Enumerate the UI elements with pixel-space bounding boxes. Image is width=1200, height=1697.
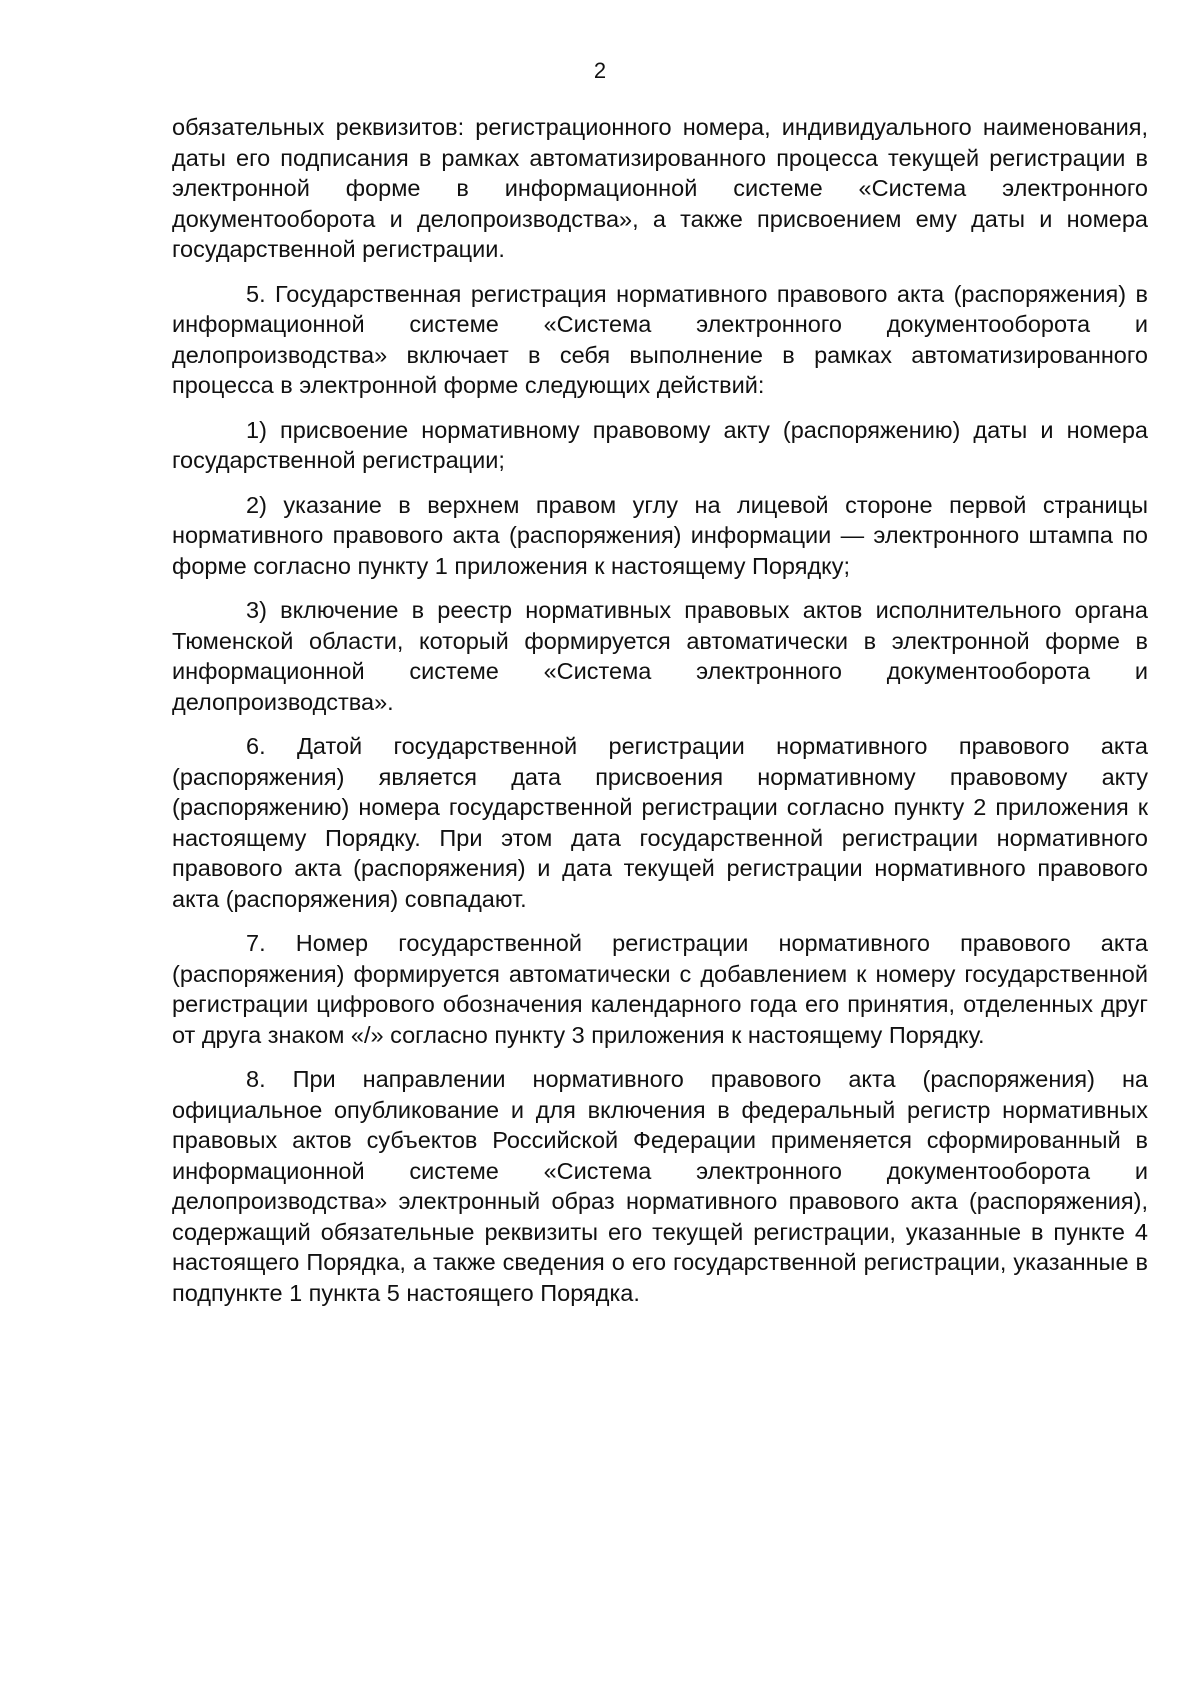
paragraph-item-5: 5. Государственная регистрация нормативного правового акта (распоряжения) в информационной системе «Система электронного документооборота и делопроизводства» включает в себя выполнение в рамках автоматизированного процесса в электронной форме следующих действий:: [172, 280, 1148, 398]
document-body: [172, 112, 1148, 1322]
subparagraph-5-3: 3) включение в реестр нормативных правовых актов исполнительного органа Тюменской области, который формируется автоматически в электронной форме в информационной системе «Система электронного документооборота и делопроизводства».: [172, 597, 1148, 715]
paragraph-item-6: 6. Датой государственной регистрации нормативного правового акта (распоряжения) является дата присвоения нормативному правовому акту (распоряжению) номера государственной регистрации согласно пункту 2 приложения к настоящему Порядку. При этом дата государственной регистрации нормативного правового акта (распоряжения) и дата текущей регистрации нормативного правового акта (распоряжения) совпадают.: [172, 733, 1148, 912]
page-number: 2: [593, 58, 607, 83]
subparagraph-5-1: 1) присвоение нормативному правовому акту (распоряжению) даты и номера государственной регистрации;: [172, 416, 1148, 473]
paragraph-item-7: 7. Номер государственной регистрации нормативного правового акта (распоряжения) формируется автоматически с добавлением к номеру государственной регистрации цифрового обозначения календарного года его принятия, отделенных друг от друга знаком «/» согласно пункту 3 приложения к настоящему Порядку.: [172, 930, 1148, 1048]
paragraph-continuation: обязательных реквизитов: регистрационного номера, индивидуального наименования, даты его подписания в рамках автоматизированного процесса текущей регистрации в электронной форме в информационной системе «Система электронного документооборота и делопроизводства», а также присвоением ему даты и номера государственной регистрации.: [172, 114, 1148, 262]
subparagraph-5-2: 2) указание в верхнем правом углу на лицевой стороне первой страницы нормативного правового акта (распоряжения) информации — электронного штампа по форме согласно пункту 1 приложения к настоящему Порядку;: [172, 491, 1148, 579]
paragraph-item-8: 8. При направлении нормативного правового акта (распоряжения) на официальное опубликование и для включения в федеральный регистр нормативных правовых актов субъектов Российской Федерации применяется сформированный в информационной системе «Система электронного документооборота и делопроизводства» электронный образ нормативного правового акта (распоряжения), содержащий обязательные реквизиты его текущей регистрации, указанные в пункте 4 настоящего Порядка, а также сведения о его государственной регистрации, указанные в подпункте 1 пункта 5 настоящего Порядка.: [172, 1066, 1148, 1306]
